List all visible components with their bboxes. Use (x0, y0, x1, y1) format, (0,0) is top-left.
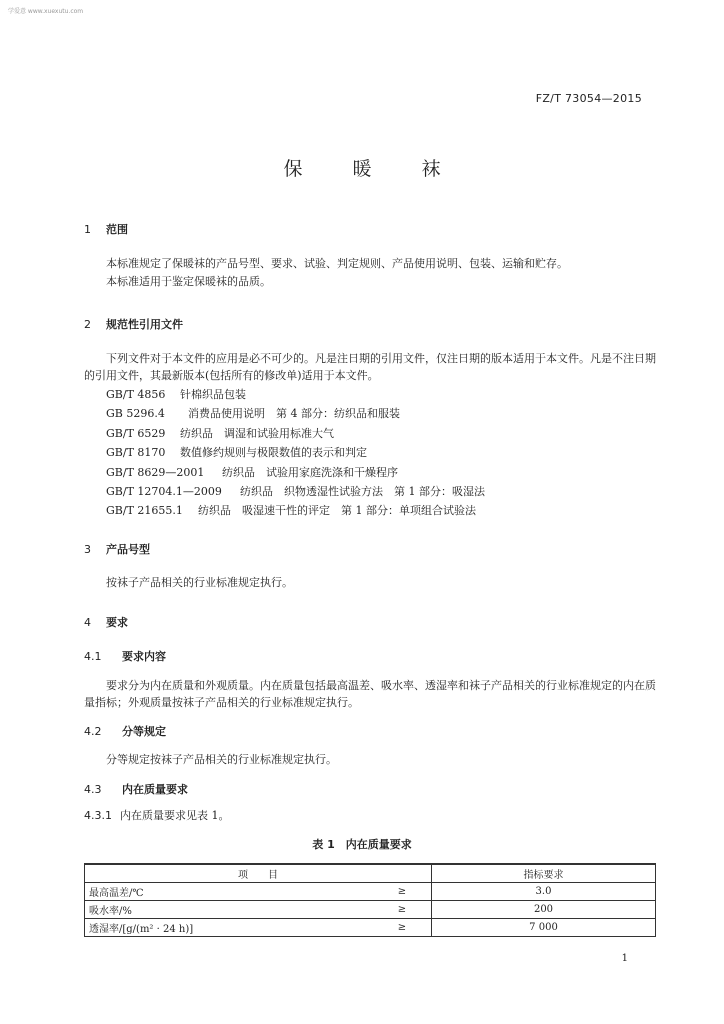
section-title: 要求 (106, 616, 128, 629)
reference-item (106, 501, 485, 520)
subsection-4-1-heading (84, 648, 166, 664)
reference-code: GB/T 21655.1 (106, 504, 183, 518)
reference-item (106, 404, 485, 423)
section-2-heading (84, 316, 183, 332)
operator-cell: ≥ (373, 919, 432, 937)
column-header-requirement: 指标要求 (432, 864, 656, 883)
reference-item (106, 482, 485, 501)
page-number: 1 (621, 953, 628, 964)
standard-code: FZ/T 73054—2015 (535, 92, 642, 105)
paragraph: 本标准适用于鉴定保暖袜的品质。 (106, 275, 271, 288)
reference-title: 纺织品 试验用家庭洗涤和干燥程序 (222, 465, 398, 479)
value-cell: 7 000 (432, 919, 656, 937)
subsection-4-2-heading (84, 723, 166, 739)
section-title: 规范性引用文件 (106, 318, 183, 331)
section-4-heading (84, 614, 128, 630)
section-title: 范围 (106, 223, 128, 236)
paragraph: 要求分为内在质量和外观质量。内在质量包括最高温差、吸水率、透湿率和袜子产品相关的行业标准规定的内在质量指标；外观质量按袜子产品相关的行业标准规定执行。 (84, 679, 656, 709)
paragraph: 下列文件对于本文件的应用是必不可少的。凡是注日期的引用文件，仅注日期的版本适用于本文件。凡是不注日期的引用文件，其最新版本(包括所有的修改单)适用于本文件。 (84, 352, 656, 382)
table-row (85, 883, 656, 901)
clause-text: 内在质量要求见表 1。 (120, 809, 230, 822)
reference-title: 数值修约规则与极限数值的表示和判定 (180, 446, 367, 460)
reference-code: GB/T 8170 (106, 446, 166, 460)
subsection-4-3-heading (84, 781, 188, 797)
operator-cell: ≥ (373, 901, 432, 919)
reference-title: 针棉织品包装 (180, 388, 246, 401)
section-1-heading (84, 221, 128, 237)
column-header-item: 项 目 (85, 864, 432, 883)
section-number: 1 (84, 223, 91, 236)
section-title: 产品号型 (106, 543, 150, 556)
section-number: 3 (84, 543, 91, 556)
table-header-row (85, 864, 656, 883)
reference-item (106, 385, 485, 404)
reference-code: GB/T 4856 (106, 388, 166, 401)
item-cell: 最高温差/℃ (85, 883, 374, 901)
reference-title: 纺织品 调湿和试验用标准大气 (180, 426, 334, 440)
operator-cell: ≥ (373, 883, 432, 901)
section-title: 要求内容 (122, 650, 166, 663)
reference-title: 纺织品 织物透湿性试验方法 第 1 部分：吸湿法 (240, 485, 485, 499)
section-3-heading (84, 541, 150, 557)
section-number: 4.3 (84, 783, 102, 796)
reference-list (106, 385, 485, 521)
paragraph: 分等规定按袜子产品相关的行业标准规定执行。 (106, 753, 337, 766)
watermark: 学爱意 www.xuexutu.com (8, 8, 84, 15)
reference-code: GB/T 8629—2001 (106, 465, 205, 479)
section-title: 内在质量要求 (122, 783, 188, 796)
document-title: 保 暖 袜 (283, 158, 463, 180)
paragraph: 按袜子产品相关的行业标准规定执行。 (106, 576, 293, 589)
reference-code: GB/T 6529 (106, 426, 166, 440)
section-number: 2 (84, 318, 91, 331)
section-number: 4 (84, 616, 91, 629)
clause-4-3-1 (84, 807, 230, 823)
clause-number: 4.3.1 (84, 809, 112, 822)
value-cell: 200 (432, 901, 656, 919)
reference-code: GB 5296.4 (106, 407, 165, 421)
section-title: 分等规定 (122, 725, 166, 738)
table-caption: 表 1 内在质量要求 (312, 838, 412, 851)
table-row (85, 901, 656, 919)
reference-code: GB/T 12704.1—2009 (106, 485, 222, 499)
paragraph: 本标准规定了保暖袜的产品号型、要求、试验、判定规则、产品使用说明、包装、运输和贮存。 (106, 257, 568, 270)
reference-item (106, 443, 485, 462)
reference-title: 纺织品 吸湿速干性的评定 第 1 部分：单项组合试验法 (198, 504, 476, 518)
section-number: 4.1 (84, 650, 102, 663)
item-cell: 吸水率/% (85, 901, 374, 919)
reference-title: 消费品使用说明 第 4 部分：纺织品和服装 (188, 407, 400, 421)
reference-item (106, 463, 485, 482)
quality-requirements-table (84, 863, 656, 937)
table-row (85, 919, 656, 937)
section-number: 4.2 (84, 725, 102, 738)
value-cell: 3.0 (432, 883, 656, 901)
item-cell: 透湿率/[g/(m² · 24 h)] (85, 919, 374, 937)
reference-item (106, 424, 485, 443)
